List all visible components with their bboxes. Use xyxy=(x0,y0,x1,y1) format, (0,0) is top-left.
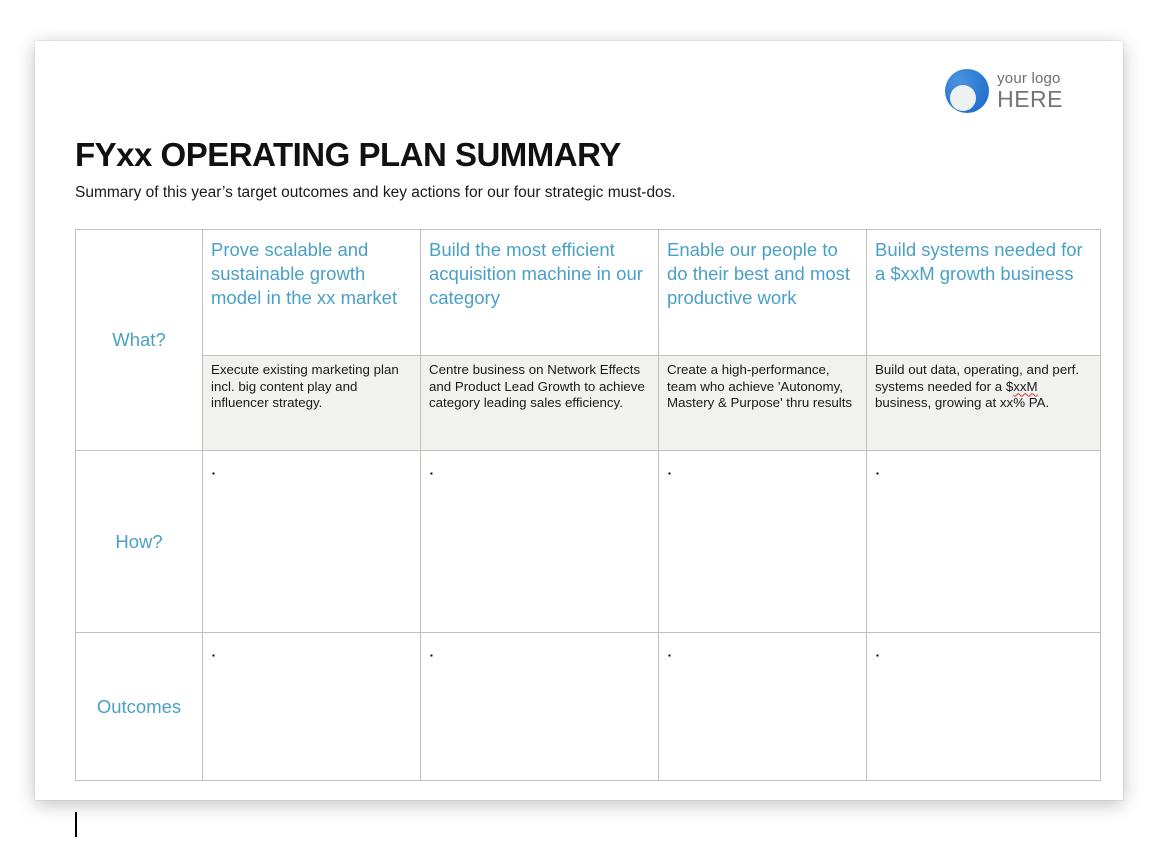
empty-bullet-cell[interactable] xyxy=(203,451,421,633)
logo-inner-circle-icon xyxy=(950,85,976,111)
action-cell-2[interactable]: Centre business on Network Effects and Product Lead Growth to achieve category leading sales efficiency. xyxy=(421,356,659,451)
bullet-glyph: ▪ xyxy=(876,469,879,478)
table-row-what xyxy=(76,230,1101,356)
action-text-pre: Build out data, operating, and perf. systems needed for a $ xyxy=(875,362,1080,394)
table-row-outcomes xyxy=(76,633,1101,781)
empty-bullet-cell[interactable] xyxy=(203,633,421,781)
heading-cell-1[interactable]: Prove scalable and sustainable growth model in the xx market xyxy=(203,230,421,356)
logo-text-line2: HERE xyxy=(997,86,1063,112)
bullet-glyph: ▪ xyxy=(212,651,215,660)
document-page[interactable] xyxy=(35,41,1123,800)
empty-bullet-cell[interactable] xyxy=(659,451,867,633)
empty-bullet-cell[interactable] xyxy=(867,633,1101,781)
placeholder-logo[interactable] xyxy=(945,69,1063,113)
logo-circle-icon xyxy=(945,69,989,113)
action-text-post: business, growing at xx% PA. xyxy=(875,395,1050,410)
bullet-glyph: ▪ xyxy=(430,469,433,478)
bullet-glyph: ▪ xyxy=(668,651,671,660)
row-label-how[interactable]: How? xyxy=(76,451,203,633)
bullet-glyph: ▪ xyxy=(430,651,433,660)
bullet-glyph: ▪ xyxy=(212,469,215,478)
empty-bullet-cell[interactable] xyxy=(421,633,659,781)
bullet-glyph: ▪ xyxy=(668,469,671,478)
heading-cell-2[interactable]: Build the most efficient acquisition machine in our category xyxy=(421,230,659,356)
heading-cell-3[interactable]: Enable our people to do their best and most productive work xyxy=(659,230,867,356)
page-subtitle[interactable]: Summary of this year’s target outcomes and key actions for our four strategic must-dos. xyxy=(75,184,676,201)
empty-bullet-cell[interactable] xyxy=(867,451,1101,633)
bullet-glyph: ▪ xyxy=(876,651,879,660)
logo-text xyxy=(997,71,1063,111)
operating-plan-table xyxy=(75,229,1101,781)
row-label-what[interactable]: What? xyxy=(76,230,203,451)
heading-cell-4[interactable]: Build systems needed for a $xxM growth business xyxy=(867,230,1101,356)
action-cell-3[interactable]: Create a high-performance, team who achieve 'Autonomy, Mastery & Purpose' thru results xyxy=(659,356,867,451)
logo-text-line1: your logo xyxy=(997,70,1061,87)
text-cursor xyxy=(75,812,77,837)
table-row-actions xyxy=(76,356,1101,451)
action-cell-1[interactable]: Execute existing marketing plan incl. big content play and influencer strategy. xyxy=(203,356,421,451)
table-row-how xyxy=(76,451,1101,633)
page-title[interactable]: FYxx OPERATING PLAN SUMMARY xyxy=(75,136,621,173)
row-label-outcomes[interactable]: Outcomes xyxy=(76,633,203,781)
spellcheck-flagged-text: xxM xyxy=(1013,378,1038,394)
empty-bullet-cell[interactable] xyxy=(421,451,659,633)
action-cell-4[interactable] xyxy=(867,356,1101,451)
empty-bullet-cell[interactable] xyxy=(659,633,867,781)
